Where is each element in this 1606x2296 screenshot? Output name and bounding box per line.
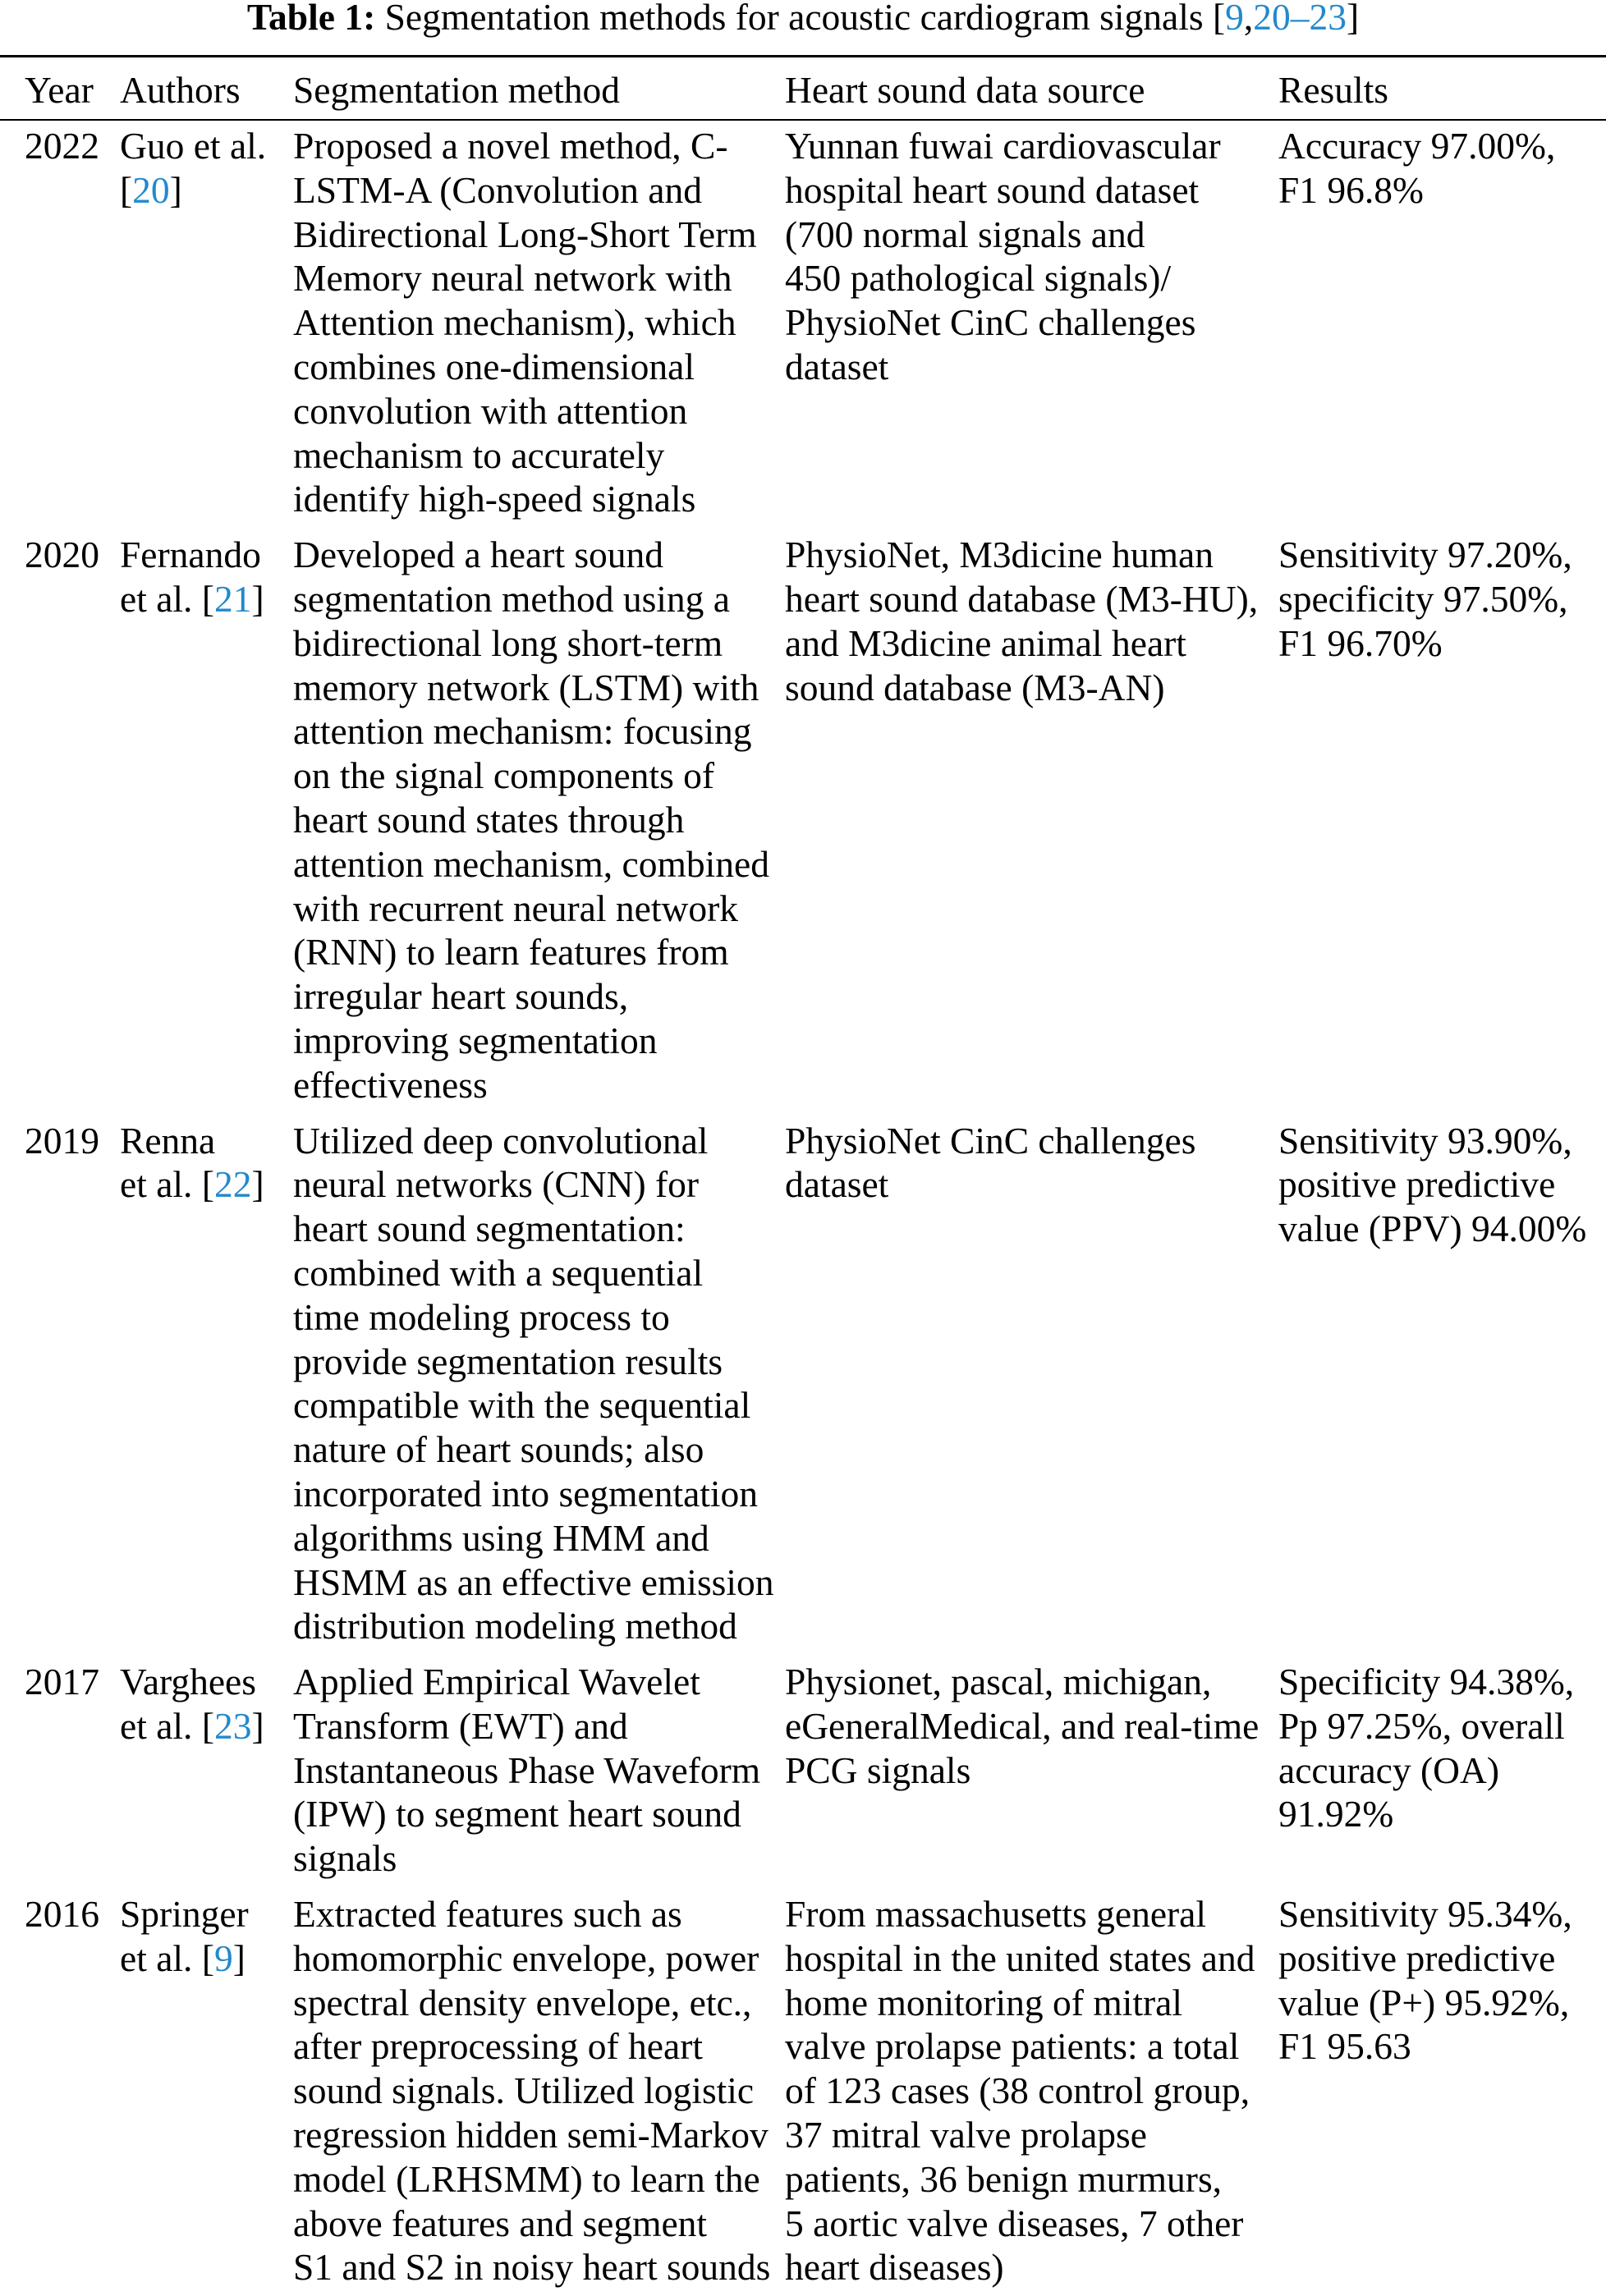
caption-cite-open: [ — [1212, 0, 1226, 38]
caption-text: Segmentation methods for acoustic cardiogram signals — [384, 0, 1204, 38]
caption-label: Table 1: — [246, 0, 376, 38]
table-row — [0, 1119, 1606, 1649]
ref-open-bracket: [ — [201, 1936, 214, 1979]
caption-cite-separator: , — [1243, 0, 1254, 38]
authors-name: Guo et al. — [120, 125, 267, 167]
data-source-cell: Physionet, pascal, michigan, eGeneralMedical, and real-time PCG signals — [785, 1661, 1260, 1791]
authors-reference — [120, 1704, 293, 1748]
caption-citation-link[interactable]: 9 — [1225, 0, 1244, 38]
ref-close-bracket: ] — [251, 577, 264, 620]
data-source-cell: PhysioNet CinC challenges dataset — [785, 1119, 1196, 1206]
segmentation-method-cell: Developed a heart sound segmentation method using a bidirectional long short-term memory network (LSTM) with attention mechanism: focusing on the signal components of heart sound states through attention mechanism, combined with recurrent neural network (RNN) to learn features from irregular heart sounds, improving segmentation effectiveness — [293, 534, 769, 1106]
results-cell: Accuracy 97.00%, F1 96.8% — [1278, 125, 1556, 211]
ref-open-bracket: [ — [201, 1163, 214, 1206]
data-source-cell: PhysioNet, M3dicine human heart sound database (M3-HU), and M3dicine animal heart sound database (M3-AN) — [785, 534, 1259, 708]
header-year: Year — [25, 69, 94, 111]
year-cell: 2022 — [25, 125, 99, 167]
header-segmentation-method: Segmentation method — [293, 69, 621, 111]
authors-cell — [120, 1119, 293, 1649]
year-cell: 2017 — [25, 1661, 99, 1703]
year-cell: 2019 — [25, 1119, 99, 1162]
ref-close-bracket: ] — [251, 1704, 264, 1747]
authors-cell — [120, 533, 293, 1107]
segmentation-method-cell: Applied Empirical Wavelet Transform (EWT) and Instantaneous Phase Waveform (IPW) to segment heart sound signals — [293, 1661, 761, 1880]
citation-link[interactable]: 9 — [213, 1936, 233, 1979]
authors-name: Varghees — [120, 1661, 256, 1703]
authors-cell — [120, 1660, 293, 1881]
header-results: Results — [1278, 69, 1388, 111]
results-cell: Sensitivity 95.34%, positive predictive value (P+) 95.92%, F1 95.63 — [1278, 1893, 1572, 2068]
citation-link[interactable]: 20 — [132, 168, 170, 211]
segmentation-method-cell: Proposed a novel method, C- LSTM-A (Convolution and Bidirectional Long-Short Term Memory neural network with Attention mechanism), which combines one-dimensional convolution with attention mechanism to accurately identify high-speed signals — [293, 125, 757, 520]
authors-etal: et al. — [120, 577, 202, 620]
results-cell: Specificity 94.38%, Pp 97.25%, overall accuracy (OA) 91.92% — [1278, 1661, 1575, 1835]
citation-link[interactable]: 23 — [213, 1704, 252, 1747]
data-source-cell: Yunnan fuwai cardiovascular hospital heart sound dataset (700 normal signals and 450 pathological signals)/ PhysioNet CinC challenges dataset — [785, 125, 1221, 387]
data-source-cell: From massachusetts general hospital in the united states and home monitoring of mitral valve prolapse patients: a total of 123 cases (38 control group, 37 mitral valve prolapse patients, 36 benign murmurs, 5 aortic valve diseases, 7 other heart diseases) — [785, 1893, 1255, 2289]
authors-name: Springer — [120, 1893, 249, 1936]
table-row — [0, 533, 1606, 1107]
citation-link[interactable]: 21 — [213, 577, 252, 620]
year-cell: 2020 — [25, 534, 99, 576]
authors-reference — [120, 168, 293, 213]
header-authors: Authors — [120, 69, 241, 111]
authors-name: Renna — [120, 1119, 216, 1162]
results-cell: Sensitivity 93.90%, positive predictive value (PPV) 94.00% — [1278, 1119, 1587, 1250]
caption-cite-close: ] — [1346, 0, 1360, 38]
ref-close-bracket: ] — [232, 1936, 245, 1979]
table-caption — [0, 0, 1606, 38]
ref-open-bracket: [ — [201, 1704, 214, 1747]
citation-link[interactable]: 22 — [213, 1163, 252, 1206]
table-row — [0, 1892, 1606, 2289]
authors-reference — [120, 1936, 293, 1981]
authors-reference — [120, 577, 293, 621]
table-body — [0, 124, 1606, 2289]
authors-etal: et al. — [120, 1936, 202, 1979]
authors-name: Fernando — [120, 534, 261, 576]
authors-cell — [120, 124, 293, 521]
year-cell: 2016 — [25, 1893, 99, 1936]
table-top-rule — [0, 55, 1606, 57]
segmentation-method-cell: Extracted features such as homomorphic envelope, power spectral density envelope, etc., after preprocessing of heart sound signals. Utilized logistic regression hidden semi-Markov model (LRHSMM) to learn the above features and segment S1 and S2 in noisy heart sounds — [293, 1893, 771, 2289]
authors-reference — [120, 1162, 293, 1207]
table-header-row — [0, 68, 1606, 112]
authors-cell — [120, 1892, 293, 2289]
ref-open-bracket: [ — [201, 577, 214, 620]
table-row — [0, 124, 1606, 521]
results-cell: Sensitivity 97.20%, specificity 97.50%, F1 96.70% — [1278, 534, 1572, 664]
segmentation-method-cell: Utilized deep convolutional neural networks (CNN) for heart sound segmentation: combined with a sequential time modeling process to provide segmentation results compatible with the sequential nature of heart sounds; also incorporated into segmentation algorithms using HMM and HSMM as an effective emission distribution modeling method — [293, 1119, 774, 1648]
ref-open-bracket: [ — [120, 168, 133, 211]
header-data-source: Heart sound data source — [785, 69, 1145, 111]
table-row — [0, 1660, 1606, 1881]
table-header-rule — [0, 119, 1606, 121]
ref-close-bracket: ] — [169, 168, 182, 211]
authors-etal: et al. — [120, 1704, 202, 1747]
caption-citation-range-link[interactable]: 20–23 — [1253, 0, 1347, 38]
authors-etal: et al. — [120, 1163, 202, 1206]
ref-close-bracket: ] — [251, 1163, 264, 1206]
